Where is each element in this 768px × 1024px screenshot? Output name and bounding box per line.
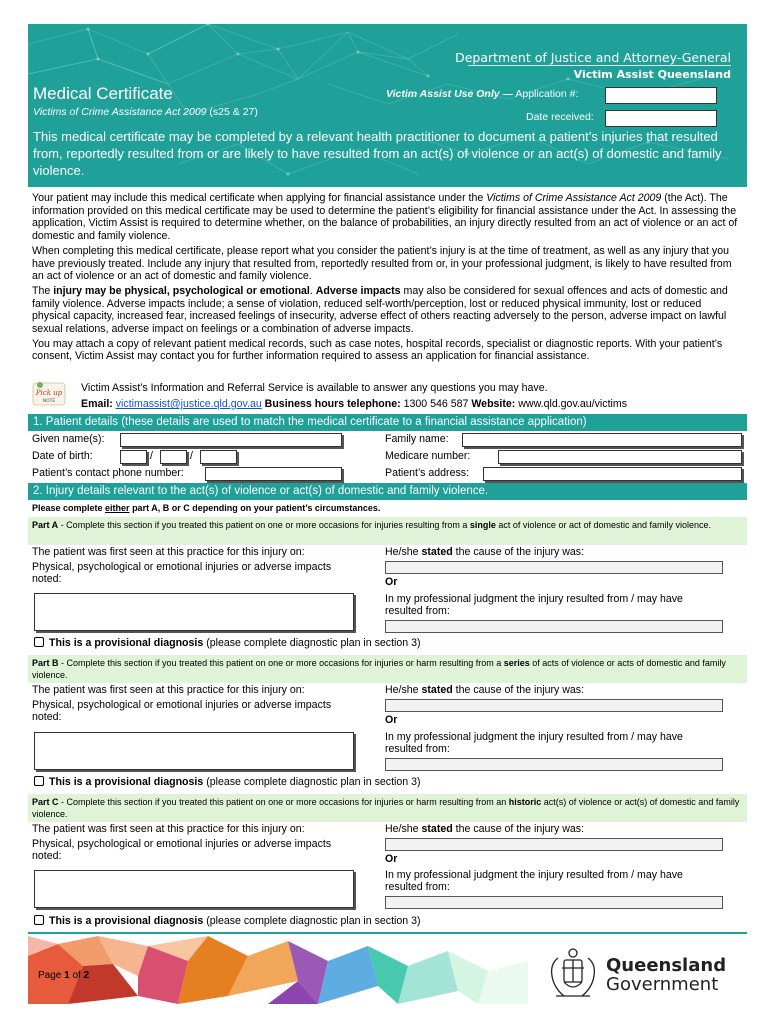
or-label: Or: [385, 714, 398, 726]
intro-statement: This medical certificate may be completed by a relevant health practitioner to document a patient’s injuries that resulted from, reportedly resulted from or are likely to have resulted from an act(s) of violence or an act(s) of domestic and family violence.: [33, 129, 722, 178]
injuries-label-2: noted:: [32, 850, 62, 862]
part-a-stated-cause-input[interactable]: [385, 561, 723, 574]
stated-cause-label: He/she stated the cause of the injury was:: [385, 823, 585, 835]
or-label: Or: [385, 576, 398, 588]
judgment-label: In my professional judgment the injury resulted from / may have: [385, 593, 683, 605]
or-label: Or: [385, 853, 398, 865]
header-divider: [468, 65, 731, 66]
checkbox-icon[interactable]: [34, 776, 44, 786]
part-c-stated-cause-input[interactable]: [385, 838, 723, 851]
judgment-label-2: resulted from:: [385, 881, 450, 893]
website[interactable]: www.qld.gov.au/victims: [518, 398, 627, 410]
page-number: Page 1 of 2: [38, 970, 90, 981]
office-use-label: Victim Assist Use Only — Application #:: [386, 88, 579, 100]
dob-separator: /: [190, 450, 193, 462]
part-b-stated-cause-input[interactable]: [385, 699, 723, 712]
family-name-input[interactable]: [462, 433, 742, 447]
email-link[interactable]: victimassist@justice.qld.gov.au: [115, 398, 262, 410]
part-a-provisional-checkbox[interactable]: This is a provisional diagnosis (please complete diagnostic plan in section 3): [34, 637, 421, 649]
medicare-label: Medicare number:: [385, 450, 471, 462]
address-input[interactable]: [483, 467, 742, 481]
first-seen-label: The patient was first seen at this practice for this injury on:: [32, 546, 305, 558]
section-2-heading: 2. Injury details relevant to the act(s) of violence or act(s) of domestic and family violence.: [28, 483, 747, 500]
part-b-provisional-checkbox[interactable]: This is a provisional diagnosis (please complete diagnostic plan in section 3): [34, 776, 421, 788]
instructions-p2: When completing this medical certificate, please report what you consider the patient’s injury is at the time of treatment, as well as any injury that you have previously treated. Include any injury that resulted from, reportedly resulted from or, in your professional judgment, is likely to have resulted from an act of violence or an act of domestic and family violence.: [32, 244, 732, 283]
form-subtitle: Victims of Crime Assistance Act 2009 (s25 & 27): [33, 106, 258, 118]
instructions: [32, 192, 742, 365]
phone-label: Patient’s contact phone number:: [32, 467, 184, 479]
date-received-field[interactable]: [605, 110, 717, 127]
phone-input[interactable]: [205, 467, 342, 481]
dob-label: Date of birth:: [32, 450, 93, 462]
first-seen-label: The patient was first seen at this practice for this injury on:: [32, 684, 305, 696]
part-b-judgment-input[interactable]: [385, 758, 723, 771]
stated-cause-label: He/she stated the cause of the injury was:: [385, 546, 585, 558]
judgment-label-2: resulted from:: [385, 743, 450, 755]
address-label: Patient’s address:: [385, 467, 470, 479]
contact-details: Email: victimassist@justice.qld.gov.au Business hours telephone: 1300 546 587 Website: www.qld.gov.au/victims: [81, 398, 627, 410]
judgment-label-2: resulted from:: [385, 605, 450, 617]
agency-name: Victim Assist Queensland: [573, 68, 731, 81]
section-1-heading: 1. Patient details (these details are used to match the medical certificate to a financial assistance application): [28, 414, 747, 431]
injuries-label-2: noted:: [32, 573, 62, 585]
department-name: Department of Justice and Attorney-General Victim Assist Queensland: [455, 50, 731, 81]
form-title: Medical Certificate: [33, 84, 173, 103]
judgment-label: In my professional judgment the injury resulted from / may have: [385, 731, 683, 743]
checkbox-icon[interactable]: [34, 637, 44, 647]
certificate-page: [28, 24, 747, 1004]
part-c-injuries-input[interactable]: [34, 870, 354, 908]
dob-year-input[interactable]: [200, 450, 237, 464]
referral-info: Victim Assist’s Information and Referral Service is available to answer any questions you may have.: [81, 382, 548, 394]
phone-number: 1300 546 587: [403, 398, 469, 410]
injuries-label: Physical, psychological or emotional injuries or adverse impacts: [32, 561, 332, 573]
injuries-label: Physical, psychological or emotional injuries or adverse impacts: [32, 838, 332, 850]
date-received-label: Date received:: [526, 111, 594, 123]
header-banner: [28, 24, 747, 187]
pickup-note-icon: [32, 381, 66, 407]
decorative-footer-art: [28, 936, 528, 1004]
family-name-label: Family name:: [385, 433, 449, 445]
medicare-input[interactable]: [498, 450, 742, 464]
instructions-p4: You may attach a copy of relevant patient medical records, such as case notes, hospital records, specialist or diagnostic reports. With your patient’s consent, Victim Assist may contact you for further information required to assess an application for financial assistance.: [32, 337, 723, 363]
checkbox-icon[interactable]: [34, 915, 44, 925]
part-c-banner: Part C - Complete this section if you treated this patient on one or more occasions for injuries or harm resulting from an historic act(s) of violence or act(s) of domestic and family violence.: [28, 794, 747, 822]
dob-day-input[interactable]: [120, 450, 147, 464]
given-names-input[interactable]: [120, 433, 342, 447]
given-names-label: Given name(s):: [32, 433, 105, 445]
section-2-instruction: Please complete either part A, B or C depending on your patient’s circumstances.: [32, 503, 381, 513]
footer-rule: [28, 932, 747, 934]
judgment-label: In my professional judgment the injury resulted from / may have: [385, 869, 683, 881]
part-a-judgment-input[interactable]: [385, 620, 723, 633]
part-b-injuries-input[interactable]: [34, 732, 354, 770]
application-number-field[interactable]: [605, 87, 717, 104]
part-c-judgment-input[interactable]: [385, 896, 723, 909]
injuries-label-2: noted:: [32, 711, 62, 723]
part-a-injuries-input[interactable]: [34, 593, 354, 631]
dob-month-input[interactable]: [160, 450, 187, 464]
part-b-banner: Part B - Complete this section if you treated this patient on one or more occasions for injuries or harm resulting from a series of acts of violence or acts of domestic and family violence.: [28, 655, 747, 683]
instructions-p3: The injury may be physical, psychological or emotional. Adverse impacts may also be considered for sexual offences and acts of domestic and family violence. Adverse impacts include; a sense of violation, reduced self-worth/perception, lost or reduced physical immunity, lost or reduced physical capacity, increased fear, increased feelings of insecurity, adverse effect of others reacting adversely to the person, adverse impact on lawful sexual relations, adverse impact on feelings or a combination of adverse impacts.: [32, 284, 728, 336]
dob-separator: /: [150, 450, 153, 462]
svg-text:NOTE: NOTE: [42, 399, 56, 404]
stated-cause-label: He/she stated the cause of the injury was:: [385, 684, 585, 696]
queensland-government-wordmark: Queensland Government: [606, 955, 727, 995]
injuries-label: Physical, psychological or emotional injuries or adverse impacts: [32, 699, 332, 711]
part-c-provisional-checkbox[interactable]: This is a provisional diagnosis (please complete diagnostic plan in section 3): [34, 915, 421, 927]
part-a-banner: Part A - Complete this section if you treated this patient on one or more occasions for injuries resulting from a single act of violence or act of domestic and family violence.: [28, 517, 747, 545]
instructions-p1: Your patient may include this medical certificate when applying for financial assistance under the Victims of Crime Assistance Act 2009 (the Act). The information provided on this medical certificate may be used to determine the patient’s eligibility for financial assistance under the Act. In assessing the application, Victim Assist is required to determine whether, on the balance of probabilities, an injury directly resulted from an act of violence or an act of domestic and family violence.: [32, 192, 738, 243]
svg-text:Pick up: Pick up: [35, 389, 63, 397]
first-seen-label: The patient was first seen at this practice for this injury on:: [32, 823, 305, 835]
